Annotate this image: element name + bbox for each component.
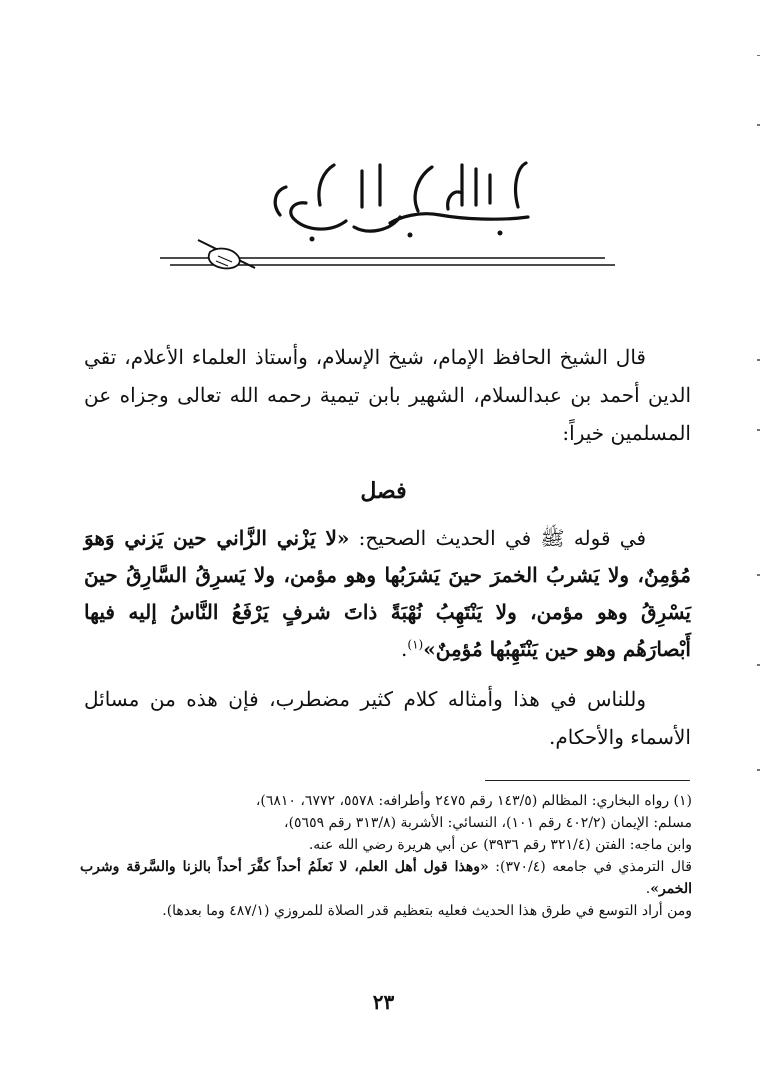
footnote-tirmidhi: [80, 856, 692, 900]
footnote-separator: [485, 780, 690, 781]
footnote-tirmidhi-quote: «وهذا قول أهل العلم، لا نَعلَمُ أحداً كفَّرَ أحداً بالزنا والسَّرقة وشرب الخمر»: [80, 859, 692, 897]
introduction-paragraph: [84, 338, 691, 452]
footnote-tirmidhi-end: .: [645, 881, 651, 897]
hadith-paragraph: [84, 520, 691, 668]
closing-paragraph: [84, 680, 691, 756]
footnote-reference: (١): [407, 637, 424, 652]
hadith-lead: في قوله ﷺ في الحديث الصحيح:: [349, 526, 646, 550]
hadith-end: .: [401, 637, 408, 661]
footnote-further-reading: ومن أراد التوسع في طرق هذا الحديث فعليه بتعظيم قدر الصلاة للمروزي (٤٨٧/١ وما بعدها).: [162, 903, 692, 919]
footnote-tirmidhi-lead: قال الترمذي في جامعه (٣٧٠/٤):: [488, 859, 693, 875]
scan-margin-marks: [755, 55, 761, 775]
hadith-line: [84, 520, 691, 668]
page-number: ٢٣: [372, 990, 395, 1014]
basmala-calligraphy: [250, 145, 550, 245]
hadith-quote: «لا يَزْني الزَّاني حين يَزني وَهوَ مُؤمِنٌ، ولا يَشربُ الخمرَ حينَ يَشرَبُها وهو مؤمن، ولا يَسرِقُ السَّارِقُ حينَ يَسْرِقُ وهو مؤمن، ولا يَنْتَهِبُ نُهْبَةً ذاتَ شرفٍ يَرْفَعُ النَّاسُ إليه فيها أَبْصارَهُم وهو حين يَنْتَهِبُها مُؤمِنٌ»: [84, 526, 691, 661]
footnote-line: (١) رواه البخاري: المظالم (١٤٣/٥ رقم ٢٤٧٥ وأطرافه: ٥٥٧٨، ٦٧٧٢، ٦٨١٠)،: [255, 793, 692, 809]
section-heading: فصل: [360, 478, 407, 504]
footnote-line: مسلم: الإيمان (٤٠٢/٢ رقم ١٠١)، النسائي: الأشربة (٣١٣/٨ رقم ٥٦٥٩)،: [284, 815, 692, 831]
footnotes: [80, 790, 692, 922]
closing-text: وللناس في هذا وأمثاله كلام كثير مضطرب، فإن هذه من مسائل الأسماء والأحكام.: [84, 687, 691, 749]
pen-ornament: [160, 238, 615, 276]
footnote-line: وابن ماجه: الفتن (٣٢١/٤ رقم ٣٩٣٦) عن أبي هريرة رضي الله عنه.: [308, 837, 692, 853]
introduction-text: قال الشيخ الحافظ الإمام، شيخ الإسلام، وأستاذ العلماء الأعلام، تقي الدين أحمد بن عبدالسلام، الشهير بابن تيمية رحمه الله تعالى وجزاه عن المسلمين خيراً:: [84, 345, 691, 445]
